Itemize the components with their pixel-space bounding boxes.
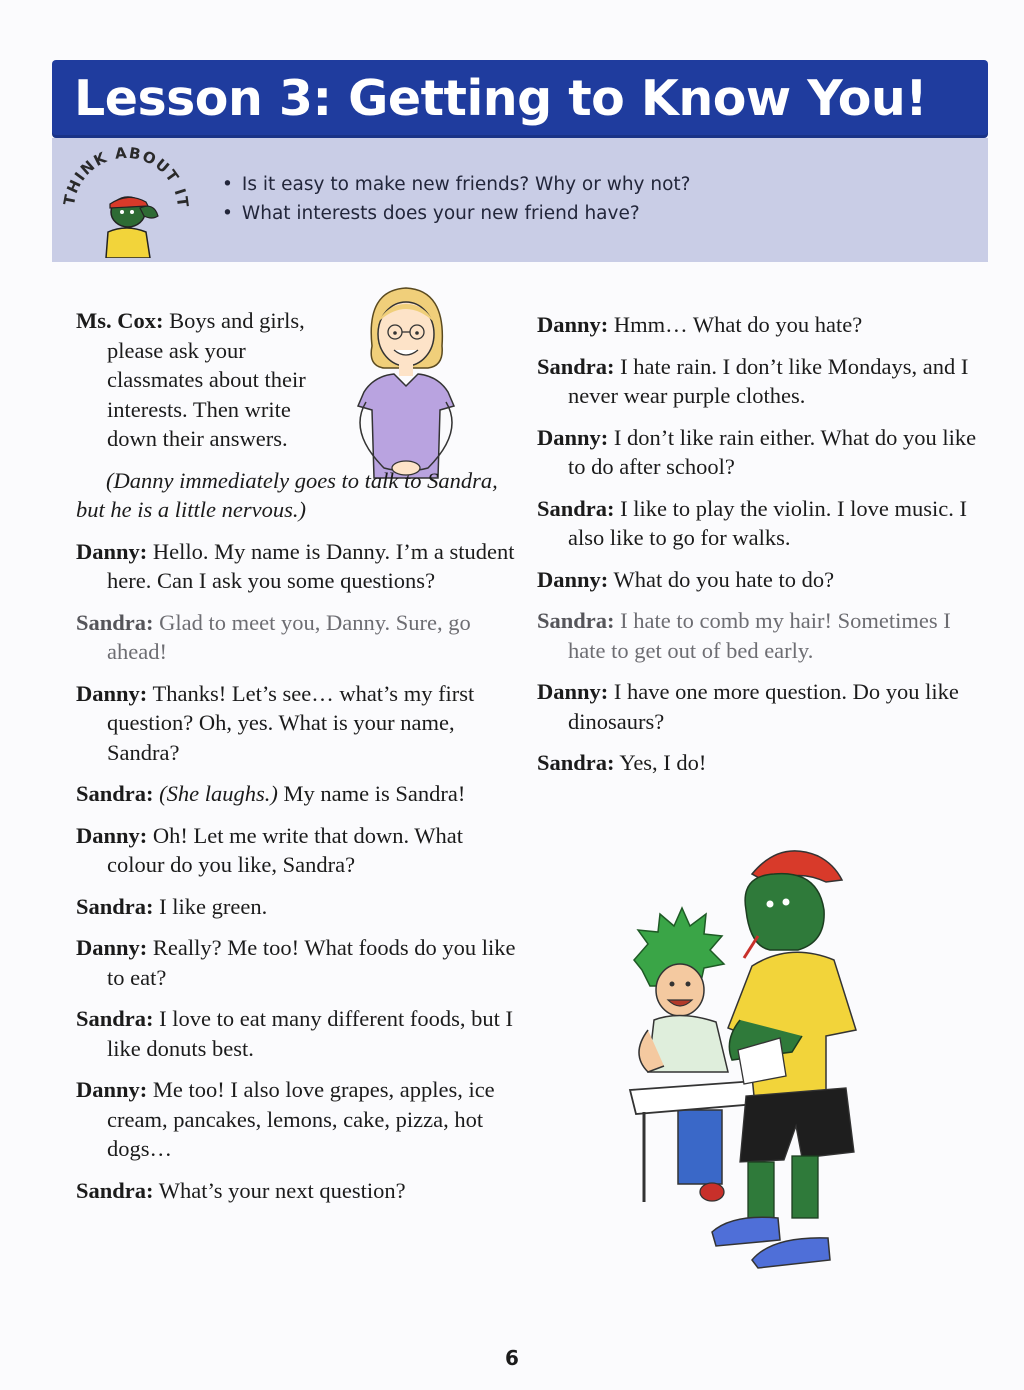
dialogue-text: Thanks! Let’s see… what’s my first question? Oh, yes. What is your name, Sandra? xyxy=(107,680,475,765)
dialogue-text: I like to play the violin. I love music. I also like to go for walks. xyxy=(568,495,967,550)
speaker-name: Danny: xyxy=(76,935,148,960)
stage-direction: (Danny immediately goes to talk to Sandra, but he is a little nervous.) xyxy=(76,467,498,522)
speaker-name: Sandra: xyxy=(76,1177,154,1203)
dialogue-line xyxy=(76,1176,516,1206)
dialogue-line xyxy=(76,1075,516,1164)
speaker-name: Sandra: xyxy=(76,893,154,919)
speaker-name: Danny: xyxy=(76,538,148,564)
speaker-name: Danny: xyxy=(76,1077,148,1102)
dialogue-text: My name is Sandra! xyxy=(277,781,466,806)
dialogue-line xyxy=(537,565,987,595)
dialogue-line xyxy=(76,1004,516,1063)
dialogue-line xyxy=(76,892,516,922)
speaker-name: Sandra: xyxy=(537,608,615,633)
dialogue-right-column xyxy=(537,310,987,790)
dialogue-text: Glad to meet you, Danny. Sure, go ahead! xyxy=(107,609,471,664)
danny-and-sandra-illustration xyxy=(620,840,870,1280)
dialogue-text: I hate rain. I don’t like Mondays, and I never wear purple clothes. xyxy=(568,353,969,408)
dialogue-text: Hello. My name is Danny. I’m a student here. Can I ask you some questions? xyxy=(107,538,515,593)
dialogue-text: I like green. xyxy=(153,893,268,919)
speaker-name: Sandra: xyxy=(537,353,615,379)
think-about-it-panel xyxy=(52,138,988,262)
stage-direction-inline: (She laughs.) xyxy=(153,781,278,806)
dialogue-text: I love to eat many different foods, but I like donuts best. xyxy=(107,1006,514,1061)
dialogue-line xyxy=(537,677,987,736)
dialogue-left-column xyxy=(76,306,516,1217)
speaker-name: Sandra: xyxy=(76,1006,154,1031)
lesson-title: Lesson 3: Getting to Know You! xyxy=(74,70,928,127)
dialogue-text: I don’t like rain either. What do you like to do after school? xyxy=(568,424,977,479)
dialogue-line xyxy=(76,679,516,768)
dialogue-text: What do you hate to do? xyxy=(608,566,835,592)
think-question: • What interests does your new friend have? xyxy=(222,199,691,228)
think-question: • Is it easy to make new friends? Why or why not? xyxy=(222,170,691,199)
page-number: 6 xyxy=(505,1346,519,1370)
dialogue-text: I hate to comb my hair! Sometimes I hate to get out of bed early. xyxy=(568,608,951,663)
speaker-name: Danny: xyxy=(537,679,609,704)
dialogue-line xyxy=(76,306,516,454)
dialogue-line xyxy=(76,608,516,667)
dialogue-line xyxy=(537,310,987,340)
dialogue-text: Hmm… What do you hate? xyxy=(608,312,863,337)
dialogue-line xyxy=(76,537,516,596)
dialogue-text: Me too! I also love grapes, apples, ice cream, pancakes, lemons, cake, pizza, hot dogs… xyxy=(107,1077,495,1161)
dialogue-line xyxy=(537,494,987,553)
dialogue-text: Boys and girls, please ask your classmates about their interests. Then write down their answers. xyxy=(107,308,306,451)
speaker-name: Sandra: xyxy=(537,495,615,521)
dialogue-line xyxy=(537,606,987,665)
dialogue-text: What’s your next question? xyxy=(153,1177,406,1203)
lesson-banner xyxy=(52,60,988,138)
dialogue-text: I have one more question. Do you like dinosaurs? xyxy=(568,679,959,734)
dialogue-line xyxy=(537,748,987,778)
speaker-name: Danny: xyxy=(537,312,609,337)
dialogue-line xyxy=(537,423,987,482)
dialogue-line xyxy=(537,352,987,411)
speaker-name: Danny: xyxy=(537,424,609,450)
speaker-name: Danny: xyxy=(537,566,609,592)
speaker-name: Ms. Cox: xyxy=(76,308,164,333)
speaker-name: Sandra: xyxy=(537,750,615,775)
think-about-it-badge-label: THINK ABOUT IT xyxy=(60,146,193,210)
dialogue-line xyxy=(76,933,516,992)
dialogue-line xyxy=(76,779,516,809)
dialogue-line xyxy=(76,821,516,880)
speaker-name: Danny: xyxy=(76,822,148,848)
dialogue-text: Really? Me too! What foods do you like to eat? xyxy=(107,935,516,990)
dialogue-text: Oh! Let me write that down. What colour do you like, Sandra? xyxy=(107,822,464,877)
speaker-name: Danny: xyxy=(76,680,148,706)
think-questions xyxy=(222,170,691,228)
speaker-name: Sandra: xyxy=(76,781,154,806)
dialogue-text: Yes, I do! xyxy=(614,750,707,775)
think-about-it-badge-icon xyxy=(58,146,194,258)
speaker-name: Sandra: xyxy=(76,609,154,635)
